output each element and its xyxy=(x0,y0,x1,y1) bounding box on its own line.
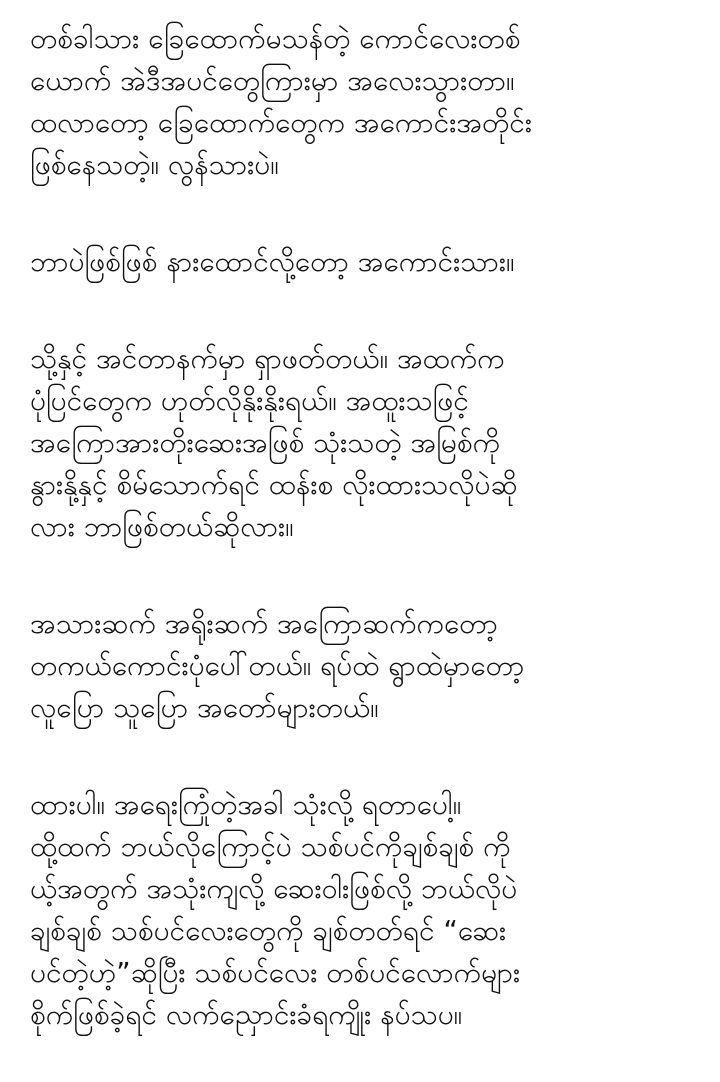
text-line: တကယ်ကောင်းပုံပေါ်တယ်။ ရပ်ထဲ ရွာထဲမှာတော့ xyxy=(30,649,525,682)
text-line: ပင်တဲ့ဟဲ့”ဆိုပြီး သစ်ပင်လေး တစ်ပင်လောက်များ xyxy=(30,956,521,989)
text-line: အသားဆက် အရိုးဆက် အကြောဆက်ကတော့ xyxy=(30,607,498,640)
text-line: ဘာပဲဖြစ်ဖြစ် နားထောင်လို့တော့ အကောင်းသား။ xyxy=(30,245,515,278)
text-line: အကြောအားတိုးဆေးအဖြစ် သုံးသတဲ့ အမြစ်ကို xyxy=(30,426,501,459)
text-line: တစ်ခါသား ခြေထောက်မသန်တဲ့ ကောင်လေးတစ် xyxy=(30,22,521,55)
text-line: ထလာတော့ ခြေထောက်တွေက အကောင်းအတိုင်း xyxy=(30,106,532,139)
text-line: ချစ်ချစ် သစ်ပင်လေးတွေကို ချစ်တတ်ရင် “ဆေး xyxy=(30,914,507,947)
text-line: ယောက် အဲဒီအပင်တွေကြားမှာ အလေးသွားတာ။ xyxy=(30,64,515,97)
paragraph-spacer xyxy=(30,729,705,784)
text-line: ပုံပြင်တွေက ဟုတ်လိုနိုးနိုးရယ်။ အထူးသဖြင့် xyxy=(30,384,469,417)
text-line: ထားပါ။ အရေးကြုံတဲ့အခါ သုံးလို့ ရတာပေါ့။ xyxy=(30,788,462,821)
text-line: ထို့ထက် ဘယ်လိုကြောင့်ပဲ သစ်ပင်ကိုချစ်ချစ် ကို xyxy=(30,830,511,863)
text-line: နွားနို့နှင့် စိမ်သောက်ရင် ထန်းစ လိုးထားသလိုပဲဆို xyxy=(30,468,518,501)
document-body xyxy=(30,18,705,1036)
paragraph-1 xyxy=(30,18,705,186)
text-line: လူပြော သူပြော အတော်များတယ်။ xyxy=(30,691,379,724)
text-line: လား ဘာဖြစ်တယ်ဆိုလား။ xyxy=(30,510,294,543)
paragraph-5 xyxy=(30,784,705,1036)
text-line: ယ့်အတွက် အသုံးကျလို့ ဆေးဝါးဖြစ်လို့ ဘယ်လိုပဲ xyxy=(30,872,518,905)
paragraph-spacer xyxy=(30,283,705,338)
paragraph-spacer xyxy=(30,548,705,603)
paragraph-spacer xyxy=(30,186,705,241)
text-line: ဖြစ်နေသတဲ့။ လွန်သားပဲ။ xyxy=(30,148,279,181)
paragraph-4 xyxy=(30,603,705,729)
text-line: စိုက်ဖြစ်ခဲ့ရင် လက်ညှောင်းခံရကျိုး နပ်သပ။ xyxy=(30,998,463,1031)
paragraph-3 xyxy=(30,338,705,548)
text-line: သို့နှင့် အင်တာနက်မှာ ရှာဖတ်တယ်။ အထက်က xyxy=(30,342,505,375)
paragraph-2 xyxy=(30,241,705,283)
